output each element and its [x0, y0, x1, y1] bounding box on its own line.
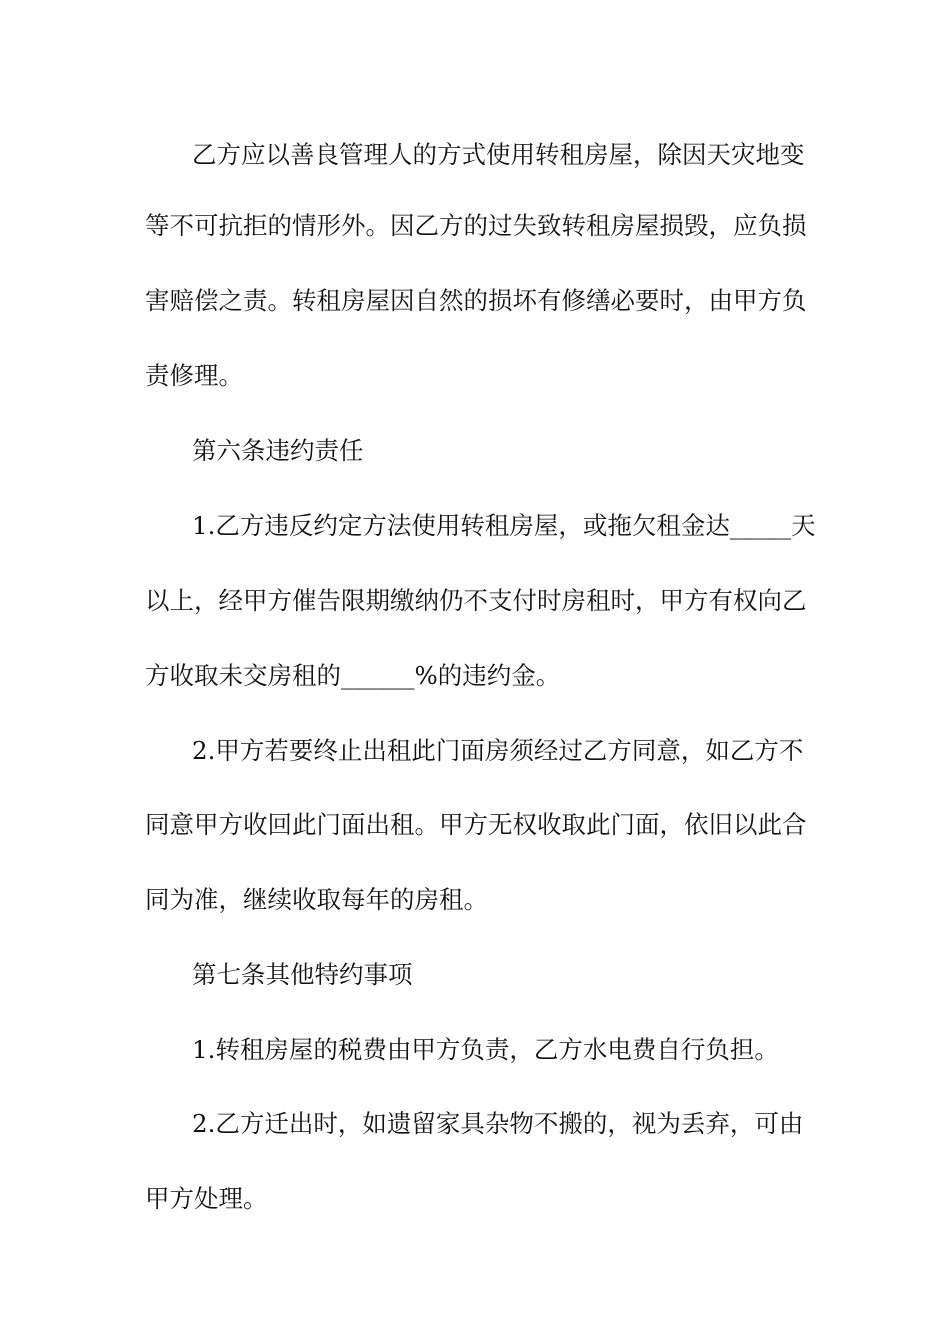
paragraph-line: 1.乙方违反约定方法使用转租房屋，或拖欠租金达_____天 [192, 511, 816, 540]
paragraph-line: 以上，经甲方催告限期缴纳仍不支付时房租时，甲方有权向乙 [145, 586, 807, 615]
paragraph-line: 2.甲方若要终止出租此门面房须经过乙方同意，如乙方不 [192, 736, 804, 765]
paragraph-line: 方收取未交房租的______%的违约金。 [145, 661, 561, 690]
paragraph-line: 乙方应以善良管理人的方式使用转租房屋，除因天灾地变 [192, 140, 805, 169]
section-heading: 第七条其他特约事项 [192, 960, 413, 989]
paragraph-line: 等不可抗拒的情形外。因乙方的过失致转租房屋损毁，应负损 [145, 211, 807, 240]
paragraph-line: 2.乙方迁出时，如遗留家具杂物不搬的，视为丢弃，可由 [192, 1109, 804, 1138]
paragraph-line: 害赔偿之责。转租房屋因自然的损坏有修缮必要时，由甲方负 [145, 286, 807, 315]
paragraph-line: 责修理。 [145, 361, 243, 390]
paragraph-line: 甲方处理。 [145, 1184, 268, 1213]
paragraph-line: 同意甲方收回此门面出租。甲方无权收取此门面，依旧以此合 [145, 810, 807, 839]
paragraph-line: 同为准，继续收取每年的房租。 [145, 885, 488, 914]
paragraph-line: 1.转租房屋的税费由甲方负责，乙方水电费自行负担。 [192, 1035, 779, 1064]
section-heading: 第六条违约责任 [192, 436, 364, 465]
